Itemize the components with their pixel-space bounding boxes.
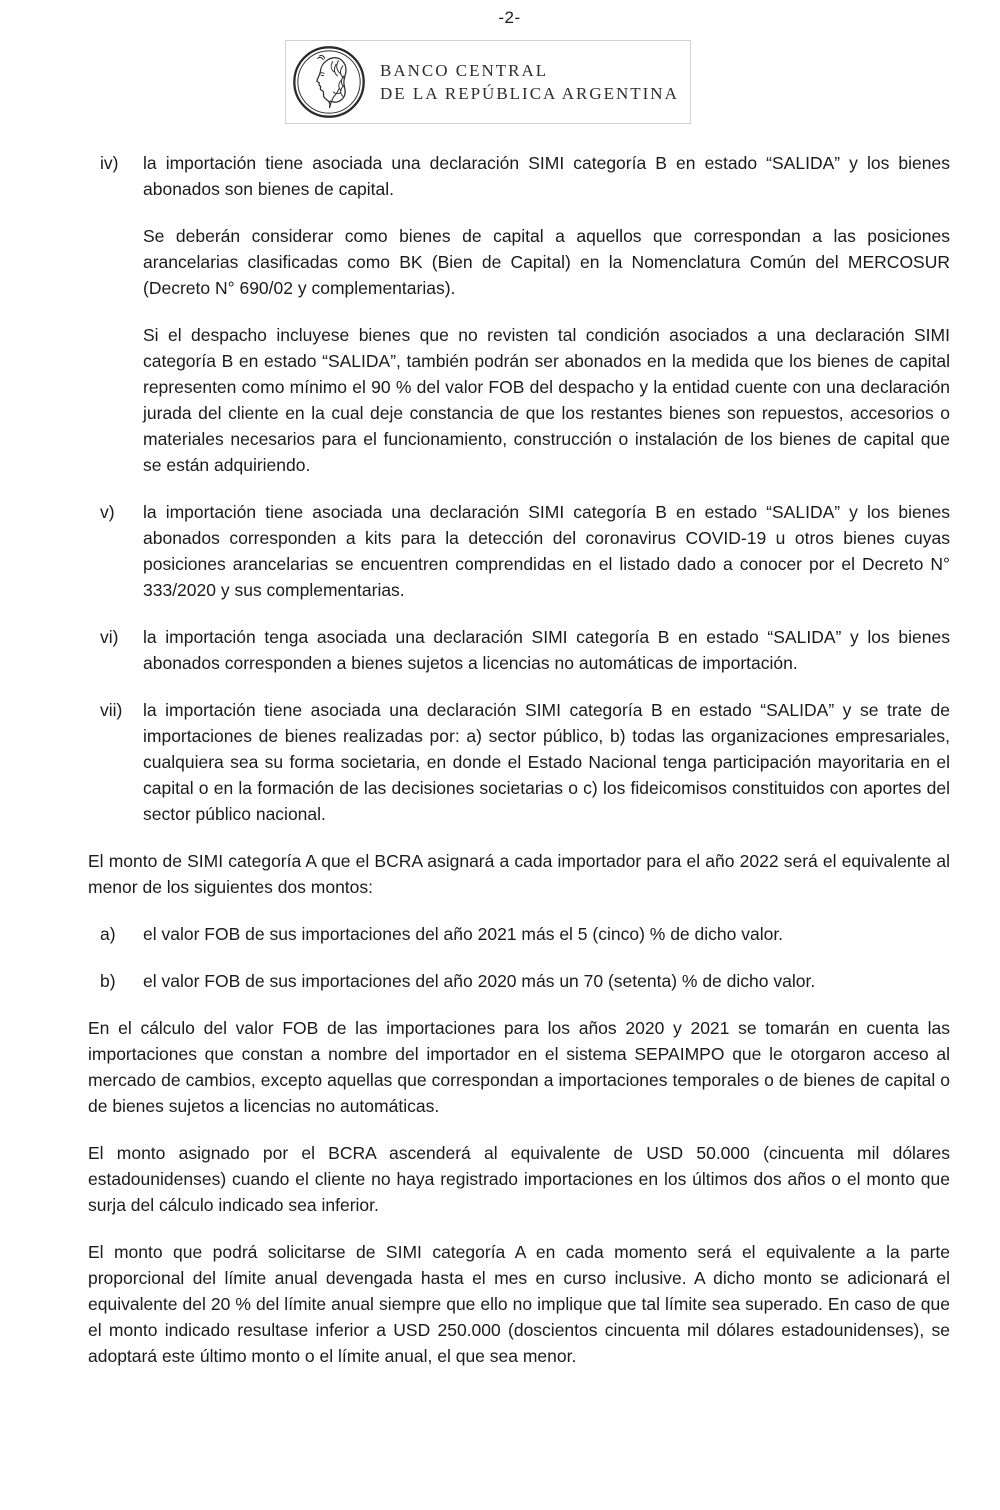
paragraph-fob-calculation: En el cálculo del valor FOB de las importaciones para los años 2020 y 2021 se tomarán en cuenta las importaciones que constan a nombre del importador en el sistema SEPAIMPO que le otorgaron acceso al mercado de cambios, excepto aquellas que correspondan a importaciones temporales o de bienes de capital o de bienes sujetos a licencias no automáticas. (88, 1018, 950, 1116)
list-item-iv (88, 150, 950, 202)
list-item-a-text: el valor FOB de sus importaciones del año 2021 más el 5 (cinco) % de dicho valor. (143, 924, 784, 944)
list-marker-a: a) (100, 924, 116, 944)
bank-name (380, 59, 679, 106)
paragraph-usd-50000: El monto asignado por el BCRA ascenderá al equivalente de USD 50.000 (cincuenta mil dólares estadounidenses) cuando el cliente no haya registrado importaciones en los últimos dos años o el monto que surja del cálculo indicado sea inferior. (88, 1143, 950, 1215)
bank-name-line2: DE LA REPÚBLICA ARGENTINA (380, 84, 679, 103)
list-item-iv-paragraph-1: la importación tiene asociada una declaración SIMI categoría B en estado “SALIDA” y los bienes abonados son bienes de capital. (143, 153, 950, 199)
paragraph-simi-categoria-a-intro: El monto de SIMI categoría A que el BCRA asignará a cada importador para el año 2022 será el equivalente al menor de los siguientes dos montos: (88, 851, 950, 897)
list-item-v-paragraph: la importación tiene asociada una declaración SIMI categoría B en estado “SALIDA” y los bienes abonados corresponden a kits para la detección del coronavirus COVID-19 u otros bienes cuyas posiciones arancelarias se encuentren comprendidas en el listado dado a conocer por el Decreto N° 333/2020 y sus complementarias. (143, 502, 950, 600)
bank-name-line1: BANCO CENTRAL (380, 60, 549, 80)
page-number: -2- (498, 8, 521, 27)
liberty-head-coin-icon (291, 44, 367, 120)
list-item-b-text: el valor FOB de sus importaciones del año 2020 más un 70 (setenta) % de dicho valor. (143, 971, 816, 991)
bank-letterhead (285, 40, 691, 124)
list-marker-b: b) (100, 971, 116, 991)
list-item-vii-paragraph: la importación tiene asociada una declaración SIMI categoría B en estado “SALIDA” y se trate de importaciones de bienes realizadas por: a) sector público, b) todas las organizaciones empresariales, cualquiera sea su forma societaria, en donde el Estado Nacional tenga participación mayoritaria en el capital o en la formación de las decisiones societarias o c) los fideicomisos constituidos con aportes del sector público nacional. (143, 700, 950, 824)
list-item-v (88, 499, 950, 603)
paragraph-monthly-limit: El monto que podrá solicitarse de SIMI categoría A en cada momento será el equivalente a la parte proporcional del límite anual devengada hasta el mes en curso inclusive. A dicho monto se adicionará el equivalente del 20 % del límite anual siempre que ello no implique que tal límite sea superado. En caso de que el monto indicado resultase inferior a USD 250.000 (doscientos cincuenta mil dólares estadounidenses), se adoptará este último monto o el límite anual, el que sea menor. (88, 1242, 950, 1366)
list-item-a (88, 921, 950, 947)
list-marker-vii: vii) (100, 700, 123, 720)
list-item-vii (88, 697, 950, 827)
list-item-b (88, 968, 950, 994)
list-item-vi-paragraph: la importación tenga asociada una declaración SIMI categoría B en estado “SALIDA” y los bienes abonados corresponden a bienes sujetos a licencias no automáticas de importación. (143, 627, 950, 673)
list-marker-vi: vi) (100, 627, 119, 647)
list-marker-v: v) (100, 502, 115, 522)
list-item-iv-paragraph-2: Se deberán considerar como bienes de capital a aquellos que correspondan a las posiciones arancelarias clasificadas como BK (Bien de Capital) en la Nomenclatura Común del MERCOSUR (Decreto N° 690/02 y complementarias). (143, 226, 950, 298)
list-item-vi (88, 624, 950, 676)
list-item-iv-paragraph-3: Si el despacho incluyese bienes que no revisten tal condición asociados a una declaración SIMI categoría B en estado “SALIDA”, también podrán ser abonados en la medida que los bienes de capital representen como mínimo el 90 % del valor FOB del despacho y la entidad cuente con una declaración jurada del cliente en la cual deje constancia de que los restantes bienes son repuestos, accesorios o materiales necesarios para el funcionamiento, construcción o instalación de los bienes de capital que se están adquiriendo. (143, 325, 950, 475)
list-marker-iv: iv) (100, 153, 119, 173)
document-body (88, 150, 950, 1369)
